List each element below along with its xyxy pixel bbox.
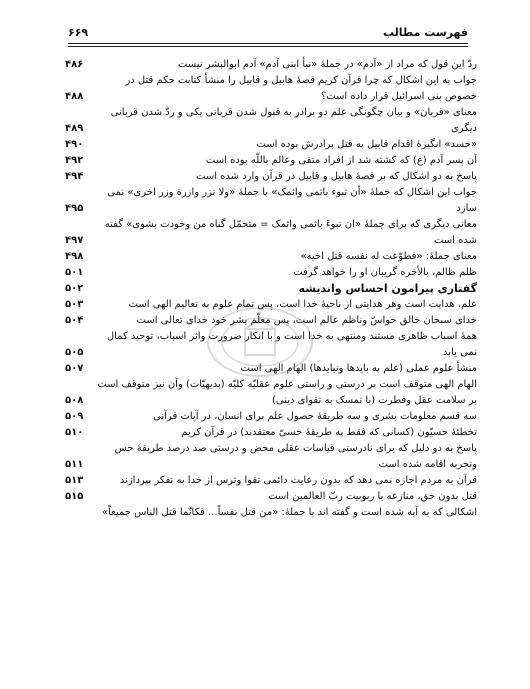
toc-entry-page: ۵۰۷ [65,363,84,374]
toc-entry [65,73,477,105]
toc-entry [65,473,477,489]
toc-entry-page: ۴۸۸ [65,91,84,102]
toc-entry-text: جواب به این اشکال که چرا قرآن کریم قصهٔ هابیل و قابیل را منشأ کتابت حکم قتل در خصوص بنی اسرائیل قرار داده است؟ [125,75,477,102]
toc-entry-text: جواب این اشکال که جملهٔ «أن تبوء باثمی واثمک» با جملهٔ «ولا تزر وازرة وزر اخری» نمی سازد [107,187,477,214]
toc-entry [65,105,477,137]
toc-entry [65,169,477,185]
toc-entry-text: آن پسر آدم (ع) که کشته شد از افراد متقی وعالم باللّه بوده است [205,155,477,166]
toc-entry-page: ۵۰۳ [65,299,84,310]
toc-entry-page: ۴۹۸ [65,251,84,262]
toc-entry-page: ۴۹۴ [65,171,84,182]
toc-entry-text: معنای «قربان» و بیان چگونگی علم دو برادر به قبول شدن قربانی یکی و ردّ شدن قربانی دیگری [110,107,477,134]
toc-entry-text: قرآن به مردم اجازه نمی دهد که بدون رعایت دائمی تقوا وترس از خدا به تفکر بپردازند [119,475,477,486]
toc-entry-page: ۴۹۷ [65,235,84,246]
toc-entry-page: ۴۹۵ [65,203,84,214]
toc-entry [65,361,477,377]
toc-entry [65,313,477,329]
toc-entry-page: ۵۰۲ [65,283,84,294]
header-rule-secondary [68,46,468,47]
toc-entry-page: ۴۸۹ [65,123,84,134]
toc-entry-page: ۵۰۸ [65,395,84,406]
toc-entry-text: منشأ علوم عملی (علم به بایدها ونبایدها) الهام الهی است [240,363,477,374]
toc-entry-text: علم، هدایت است وهر هدایتی از ناحیهٔ خدا است، پس تمام علوم به تعالیم الهی است [128,299,477,310]
page-number: ۶۶۹ [68,26,89,39]
toc-entry [65,249,477,265]
toc-heading [65,281,477,297]
toc-entry-page: ۵۱۱ [65,459,84,470]
toc-entry [65,329,477,361]
toc-entry-text: قتل بدون حق، منازعه با ربوبیت ربّ العالمین است [268,491,477,502]
header-rule [68,43,468,44]
toc-entry-text: معنای جملهٔ: «فطوّعت له نفسه قتل اخیه» [300,251,477,262]
toc-entry-text: پاسخ به دو دلیل که برای نادرستی قیاسات عقلی محض و درستی صد درصد طریقهٔ حس وتجربه اقامه شده است [114,443,477,470]
toc-entry-text: «حسد» انگیزهٔ اقدام قابیل به قتل برادرش بوده است [256,139,477,150]
toc-entry-page: ۵۰۱ [65,267,84,278]
toc-entry [65,441,477,473]
toc-entry [65,409,477,425]
toc-entry [65,265,477,281]
toc-entry [65,489,477,505]
toc-entry-page: ۴۹۲ [65,155,84,166]
toc-entry [65,425,477,441]
toc-entry-text: پاسخ به دو اشکال که بر قصهٔ هابیل و قابیل در قرآن وارد شده است [196,171,477,182]
toc-entry-page: ۴۹۰ [65,139,84,150]
toc-entry-page: ۵۰۹ [65,411,84,422]
toc-entry-page: ۵۱۰ [65,427,84,438]
toc-entry-text: اشکالی که به آیه شده است و گفته اند با جملهٔ: «من قتل نفساً... فکانّما قتل الناس جمیعاً» [101,507,477,518]
table-of-contents [65,57,477,521]
page-header [68,26,468,44]
toc-entry-page: ۵۱۳ [65,475,84,486]
toc-entry-text: سه قسم معلومات بشری و سه طریقهٔ حصول علم برای انسان، در آیات قرآنی [153,411,477,422]
toc-entry-text: ردّ این قول که مراد از «آدم» در جملهٔ «نبأ ابنی آدم» آدم ابوالبشر نیست [178,59,477,70]
toc-entry-text: تخطئهٔ حسیّون (کسانی که فقط به طریقهٔ حسیّ معتقدند) در قرآن کریم [181,427,477,438]
toc-entry-text: معانی دیگری که برای جملهٔ «ان تبوءَ باثمی واثمک = متحمّل گناه من وخودت بشوی» گفته شده است [104,219,477,246]
toc-entry-text: خدای سبحان خالق حواسّ وناظم عالم است، پس معلّم بشر خود خدای تعالی است [136,315,477,326]
toc-entry [65,377,477,409]
section-title: فهرست مطالب [382,26,468,39]
toc-entry-page: ۵۰۴ [65,315,84,326]
toc-entry-page: ۵۰۵ [65,347,84,358]
toc-entry-text: ظلم ظالم، بالأخره گریبان او را خواهد گرفت [293,267,477,278]
toc-entry-page: ۵۱۵ [65,491,84,502]
toc-entry [65,57,477,73]
toc-entry [65,217,477,249]
toc-entry [65,153,477,169]
toc-entry [65,505,477,521]
toc-entry-text: همهٔ اسباب ظاهری مستند ومنتهی به خدا است و با انکار ضرورت واثر اسباب، توحید کمال نمی یابد [106,331,477,358]
toc-entry-text: الهام الهی متوقف است بر درستی و راستی علوم عقلیّه کلیّه (بدیهیّات) وآن نیز متوقف است بر سلامت عقل وفطرت (با تمسک به تقوای دینی) [97,379,477,406]
toc-entry [65,185,477,217]
toc-entry-page: ۴۸۶ [65,59,84,70]
toc-entry-text: گفتاری پیرامون احساس واندیشه [298,282,477,295]
toc-entry [65,137,477,153]
toc-entry [65,297,477,313]
